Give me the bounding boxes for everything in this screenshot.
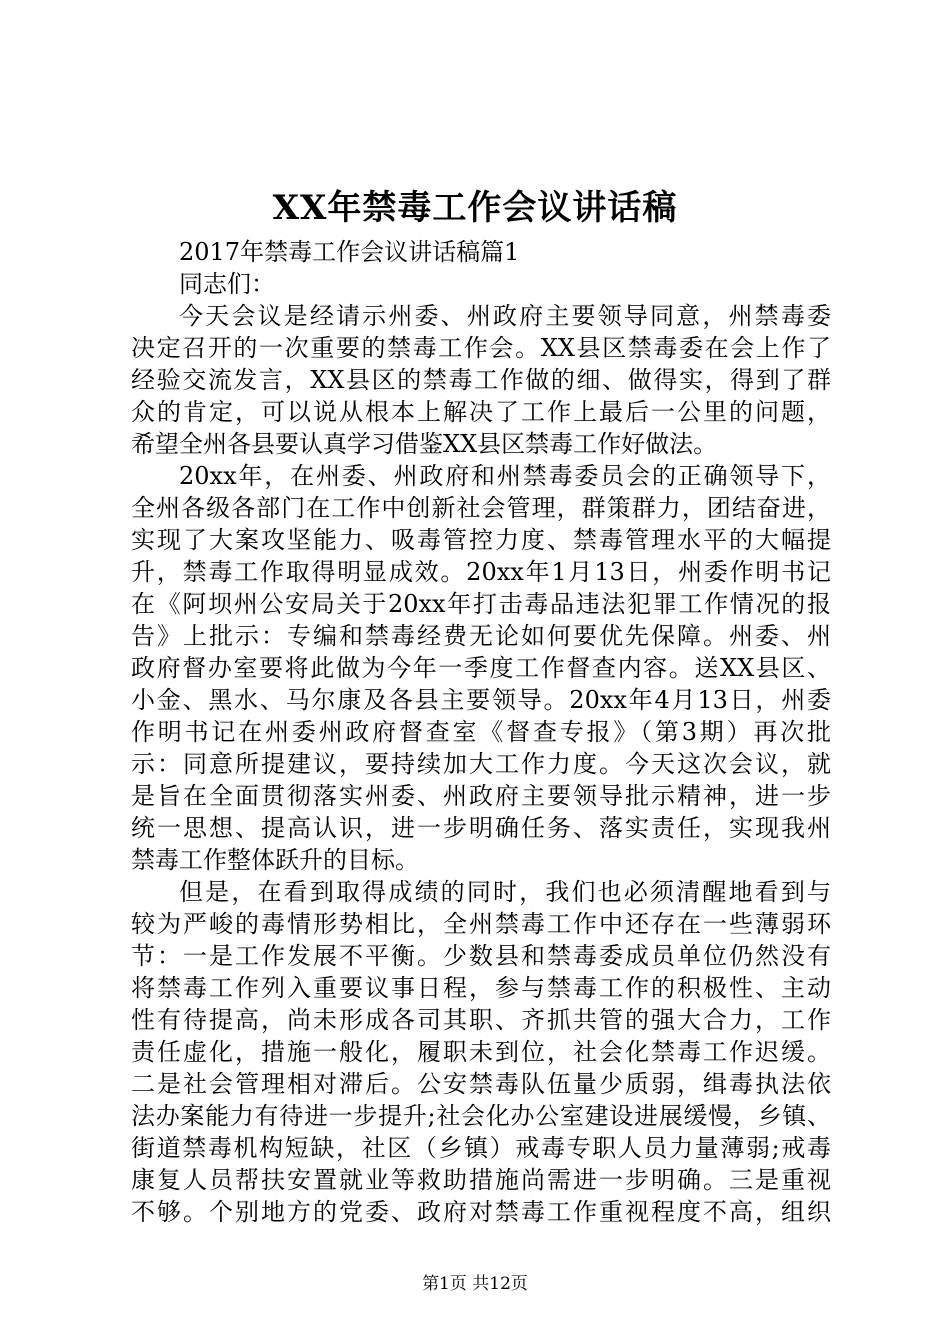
body-line: 康复人员帮扶安置就业等救助措施尚需进一步明确。三是重视	[131, 1166, 831, 1194]
body-line: 在《阿坝州公安局关于20xx年打击毒品违法犯罪工作情况的报	[131, 590, 831, 618]
body-line: 责任虚化，措施一般化，履职未到位，社会化禁毒工作迟缓。	[131, 1038, 831, 1066]
body-line: 全州各级各部门在工作中创新社会管理，群策群力，团结奋进，	[131, 494, 831, 522]
body-line: 希望全州各县要认真学习借鉴XX县区禁毒工作好做法。	[131, 430, 718, 458]
body-line: 同志们：	[179, 270, 275, 298]
body-line: 经验交流发言，XX县区的禁毒工作做的细、做得实，得到了群	[131, 366, 831, 394]
body-line: 政府督办室要将此做为今年一季度工作督查内容。送XX县区、	[131, 654, 831, 682]
body-line: 告》上批示：专编和禁毒经费无论如何要优先保障。州委、州	[131, 622, 831, 650]
body-line: 作明书记在州委州政府督查室《督查专报》（第3期）再次批	[131, 718, 831, 746]
body-line: 禁毒工作整体跃升的目标。	[131, 846, 419, 874]
body-line: 升，禁毒工作取得明显成效。20xx年1月13日，州委作明书记	[131, 558, 831, 586]
body-line: 二是社会管理相对滞后。公安禁毒队伍量少质弱，缉毒执法依	[131, 1070, 831, 1098]
body-line: 街道禁毒机构短缺，社区（乡镇）戒毒专职人员力量薄弱;戒毒	[131, 1134, 831, 1162]
body-line: 20xx年，在州委、州政府和州禁毒委员会的正确领导下，	[179, 462, 831, 490]
body-line: 决定召开的一次重要的禁毒工作会。XX县区禁毒委在会上作了	[131, 334, 831, 362]
body-line: 性有待提高，尚未形成各司其职、齐抓共管的强大合力，工作	[131, 1006, 831, 1034]
body-line: 统一思想、提高认识，进一步明确任务、落实责任，实现我州	[131, 814, 831, 842]
body-line: 但是，在看到取得成绩的同时，我们也必须清醒地看到与	[179, 878, 831, 906]
body-line: 众的肯定，可以说从根本上解决了工作上最后一公里的问题，	[131, 398, 831, 426]
body-line: 将禁毒工作列入重要议事日程，参与禁毒工作的积极性、主动	[131, 974, 831, 1002]
body-line: 节：一是工作发展不平衡。少数县和禁毒委成员单位仍然没有	[131, 942, 831, 970]
body-line: 示：同意所提建议，要持续加大工作力度。今天这次会议，就	[131, 750, 831, 778]
body-line: 今天会议是经请示州委、州政府主要领导同意，州禁毒委	[179, 302, 831, 330]
body-line: 小金、黑水、马尔康及各县主要领导。20xx年4月13日，州委	[131, 686, 831, 714]
body-line: 较为严峻的毒情形势相比，全州禁毒工作中还存在一些薄弱环	[131, 910, 831, 938]
page-footer: 第1页 共12页	[422, 1274, 528, 1294]
body-line: 不够。个别地方的党委、政府对禁毒工作重视程度不高，组织	[131, 1198, 831, 1226]
document-title: XX年禁毒工作会议讲话稿	[272, 188, 678, 228]
document-body	[131, 236, 831, 1228]
body-line: 是旨在全面贯彻落实州委、州政府主要领导批示精神，进一步	[131, 782, 831, 810]
body-line: 法办案能力有待进一步提升;社会化办公室建设进展缓慢，乡镇、	[131, 1102, 831, 1130]
body-line: 实现了大案攻坚能力、吸毒管控力度、禁毒管理水平的大幅提	[131, 526, 831, 554]
body-line: 2017年禁毒工作会议讲话稿篇1	[179, 238, 520, 266]
